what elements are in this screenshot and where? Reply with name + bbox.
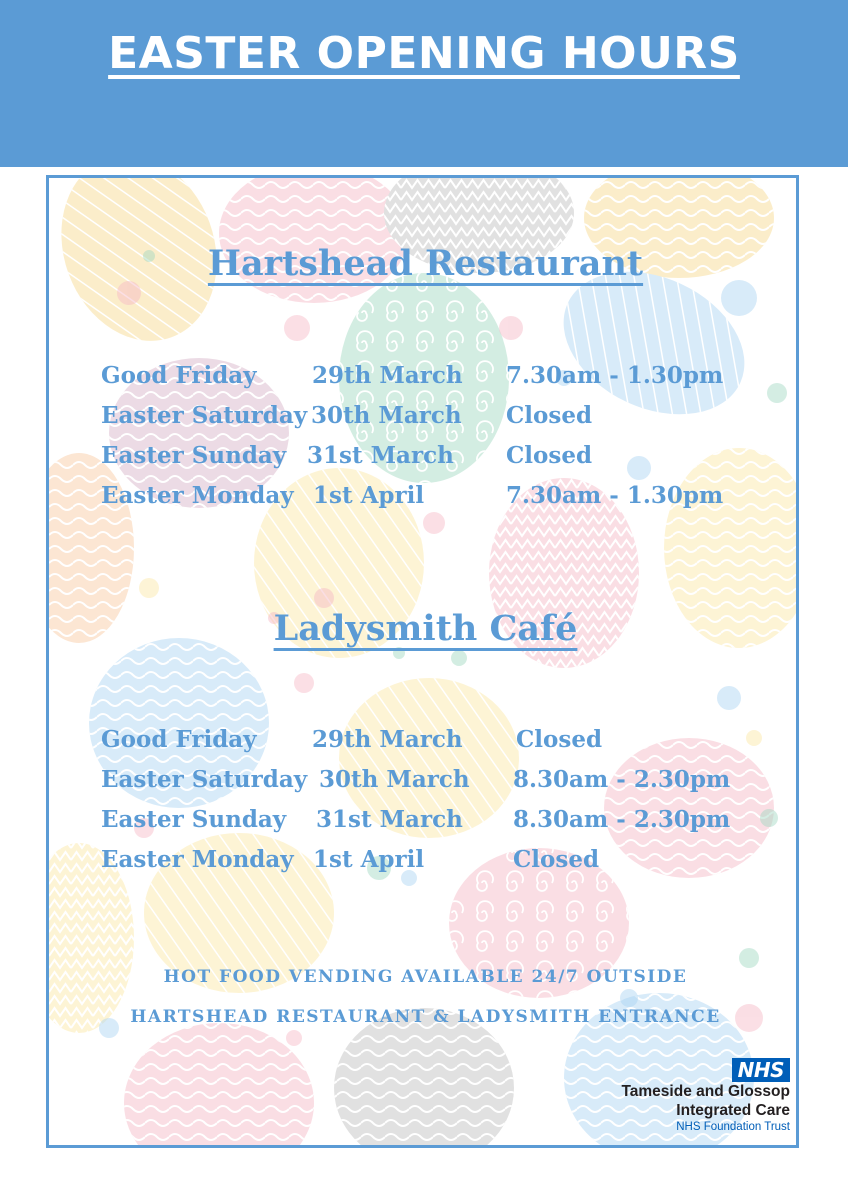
row-date: 29th March <box>312 362 463 389</box>
row-day: Good Friday <box>101 362 257 389</box>
hours-row <box>49 442 796 472</box>
row-date: 29th March <box>312 726 463 753</box>
row-hours: Closed <box>506 442 593 469</box>
row-hours: 7.30am - 1.30pm <box>506 482 724 509</box>
easter-egg-background <box>49 178 796 1145</box>
row-day: Easter Sunday <box>101 442 287 469</box>
nhs-trust-branding <box>600 1058 790 1134</box>
row-hours: 8.30am - 2.30pm <box>513 766 731 793</box>
row-hours: 7.30am - 1.30pm <box>506 362 724 389</box>
venue-title-ladysmith: Ladysmith Café <box>273 608 578 649</box>
row-hours: 8.30am - 2.30pm <box>513 806 731 833</box>
header-band <box>0 0 848 167</box>
hours-row <box>49 806 796 836</box>
hours-row <box>49 362 796 392</box>
hours-row <box>49 482 796 512</box>
hours-row <box>49 846 796 876</box>
row-date: 1st April <box>313 482 425 509</box>
org-name-line3: NHS Foundation Trust <box>676 1121 790 1133</box>
row-day: Easter Saturday <box>101 402 308 429</box>
row-date: 1st April <box>313 846 425 873</box>
row-date: 30th March <box>311 402 462 429</box>
org-name-line1: Tameside and Glossop <box>621 1083 790 1100</box>
hours-row <box>49 402 796 432</box>
org-name-line2: Integrated Care <box>676 1102 790 1119</box>
row-day: Easter Monday <box>101 482 294 509</box>
row-hours: Closed <box>513 846 600 873</box>
row-hours: Closed <box>506 402 593 429</box>
row-date: 31st March <box>316 806 463 833</box>
venue-title-hartshead: Hartshead Restaurant <box>207 243 644 284</box>
row-day: Easter Monday <box>101 846 294 873</box>
vending-notice-line2: HARTSHEAD RESTAURANT & LADYSMITH ENTRANCE <box>130 1007 721 1027</box>
row-day: Easter Saturday <box>101 766 308 793</box>
row-date: 31st March <box>307 442 454 469</box>
nhs-logo: NHS <box>732 1058 790 1082</box>
row-day: Good Friday <box>101 726 257 753</box>
vending-notice-line1: HOT FOOD VENDING AVAILABLE 24/7 OUTSIDE <box>163 967 688 987</box>
row-day: Easter Sunday <box>101 806 287 833</box>
row-date: 30th March <box>319 766 470 793</box>
page-title: EASTER OPENING HOURS <box>108 28 740 79</box>
row-hours: Closed <box>516 726 603 753</box>
hours-panel <box>46 175 799 1148</box>
hours-row <box>49 726 796 756</box>
hours-row <box>49 766 796 796</box>
